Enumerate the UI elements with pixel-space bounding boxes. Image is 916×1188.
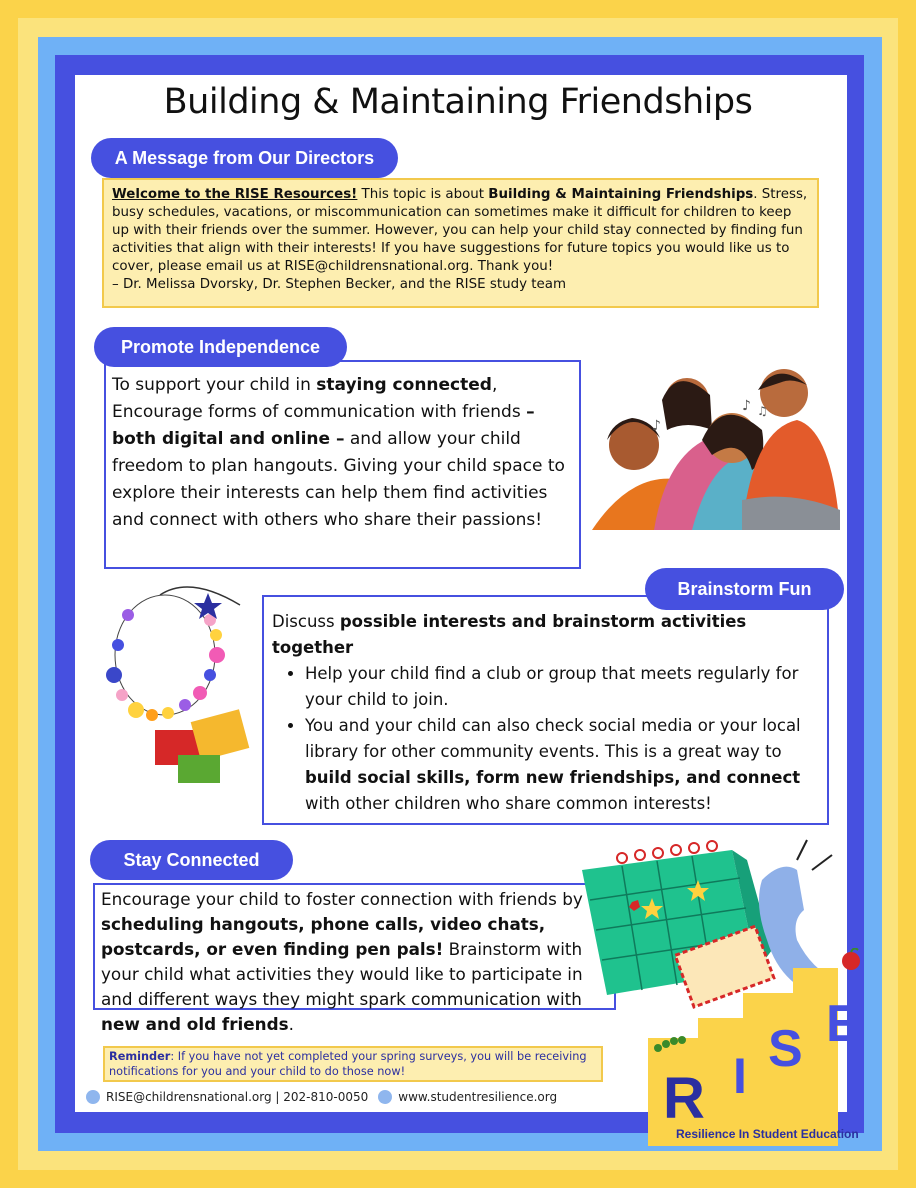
stay-bold-1: scheduling hangouts, phone calls, video chats, postcards, or even finding pen pals! [101,914,546,959]
stay-text-2: Brainstorm with your child what activities they would like to participate in and different ways they might spark communication with [101,939,583,1009]
independence-text-2: , Encourage forms of communication with friends [112,375,527,422]
svg-text:♪: ♪ [652,418,661,434]
reminder-label: Reminder [109,1050,171,1063]
reminder-box [103,1046,603,1082]
rise-tagline: Resilience In Student Education [676,1127,859,1141]
message-text-1: This topic is about [357,187,489,202]
brainstorm-text-1: Discuss [272,612,340,631]
brainstorm-heading: Brainstorm Fun [645,568,844,610]
svg-text:♪: ♪ [742,398,751,414]
logo-letter-e: E [826,995,861,1053]
directors-heading: A Message from Our Directors [91,138,398,178]
reminder-text: : If you have not yet completed your spring surveys, you will be receiving notifications for you and your child to do those now! [109,1050,587,1078]
brainstorm-item-2-text-1: You and your child can also check social media or your local library for other community events. This is a great way to [305,716,801,761]
logo-letter-i: I [733,1048,747,1104]
brainstorm-card [262,595,829,825]
independence-bold-1: staying connected [316,375,492,395]
directors-message [102,178,819,308]
independence-text-3: and allow your child freedom to plan hangouts. Giving your child space to explore their interests can help them find activities and connect with others who share their passions! [112,429,565,530]
brainstorm-item-2 [305,713,819,817]
brainstorm-item-2-text-2: with other children who share common interests! [305,794,712,813]
footer-website: www.studentresilience.org [398,1090,558,1104]
brainstorm-item-2-bold: build social skills, form new friendships, and connect [305,768,801,787]
page-title: Building & Maintaining Friendships [163,82,753,122]
directors-signature: – Dr. Melissa Dvorsky, Dr. Stephen Becker, and the RISE study team [112,277,566,292]
rise-logo [648,948,884,1146]
stay-text-3: . [288,1014,294,1034]
brainstorm-list [272,661,819,817]
brainstorm-item-1: • Help your child find a club or group that meets regularly for your child to join. [305,661,819,713]
independence-heading: Promote Independence [94,327,347,367]
independence-bold-2: – both digital and online – [112,402,535,449]
stay-connected-card [93,883,616,1034]
brainstorm-bold-1: possible interests and brainstorm activities together [272,612,747,657]
topic-name: Building & Maintaining Friendships [488,187,754,202]
independence-card [104,360,581,569]
footer [86,1090,557,1104]
stay-bold-2: new and old friends [101,1014,289,1034]
stay-connected-heading: Stay Connected [90,840,293,880]
svg-text:♫: ♫ [757,404,768,418]
email-icon [86,1090,100,1104]
logo-letter-s: S [768,1020,803,1078]
friends-singing-illustration [592,360,840,530]
bracelet-blocks-illustration [100,575,260,790]
stay-text-1: Encourage your child to foster connection with friends by [101,889,583,909]
message-text-2: . Stress, busy schedules, vacations, or miscommunication can sometimes make it difficult for children to keep up with their friends over the summer. However, you can help your child stay connected by finding fun activities that align with their interests! If you have suggestions for future topics you would like us to cover, please email us at RISE@childrensnational.org. Thank you! [112,187,808,274]
globe-icon [378,1090,392,1104]
logo-letter-r: R [663,1066,705,1131]
independence-text-1: To support your child in [112,375,317,395]
footer-contact: RISE@childrensnational.org | 202-810-0050 [106,1090,369,1104]
welcome-text: Welcome to the RISE Resources! [112,187,358,202]
